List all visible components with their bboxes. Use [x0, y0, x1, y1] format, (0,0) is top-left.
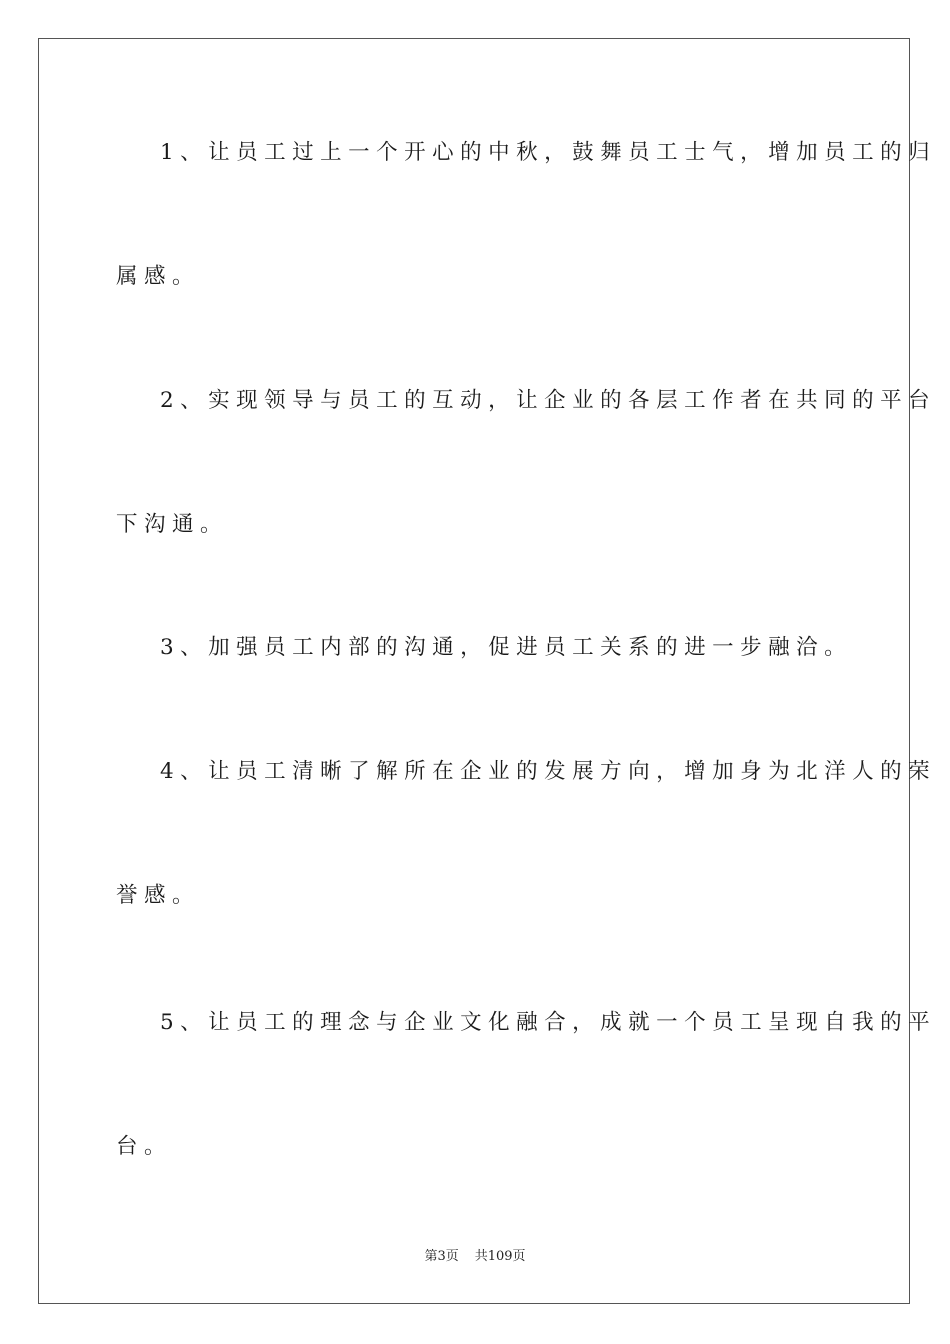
- page-footer: [0, 1248, 950, 1266]
- paragraph-2-line-2: 下沟通。: [116, 512, 229, 537]
- paragraph-3-line-1: 3、加强员工内部的沟通，促进员工关系的进一步融洽。: [160, 635, 853, 660]
- page-border: [38, 38, 937, 1304]
- paragraph-5-line-2: 台。: [116, 1134, 173, 1159]
- paragraph-1-line-1: 1、让员工过上一个开心的中秋，鼓舞员工士气，增加员工的归: [160, 140, 937, 165]
- paragraph-5-line-1: 5、让员工的理念与企业文化融合，成就一个员工呈现自我的平: [160, 1010, 937, 1035]
- page-total: 共109页: [474, 1249, 526, 1264]
- page-number: 第3页: [424, 1249, 459, 1264]
- paragraph-1-line-2: 属感。: [116, 264, 201, 289]
- paragraph-4-line-1: 4、让员工清晰了解所在企业的发展方向，增加身为北洋人的荣: [160, 759, 937, 784]
- paragraph-2-line-1: 2、实现领导与员工的互动，让企业的各层工作者在共同的平台: [160, 388, 937, 413]
- paragraph-4-line-2: 誉感。: [116, 883, 201, 908]
